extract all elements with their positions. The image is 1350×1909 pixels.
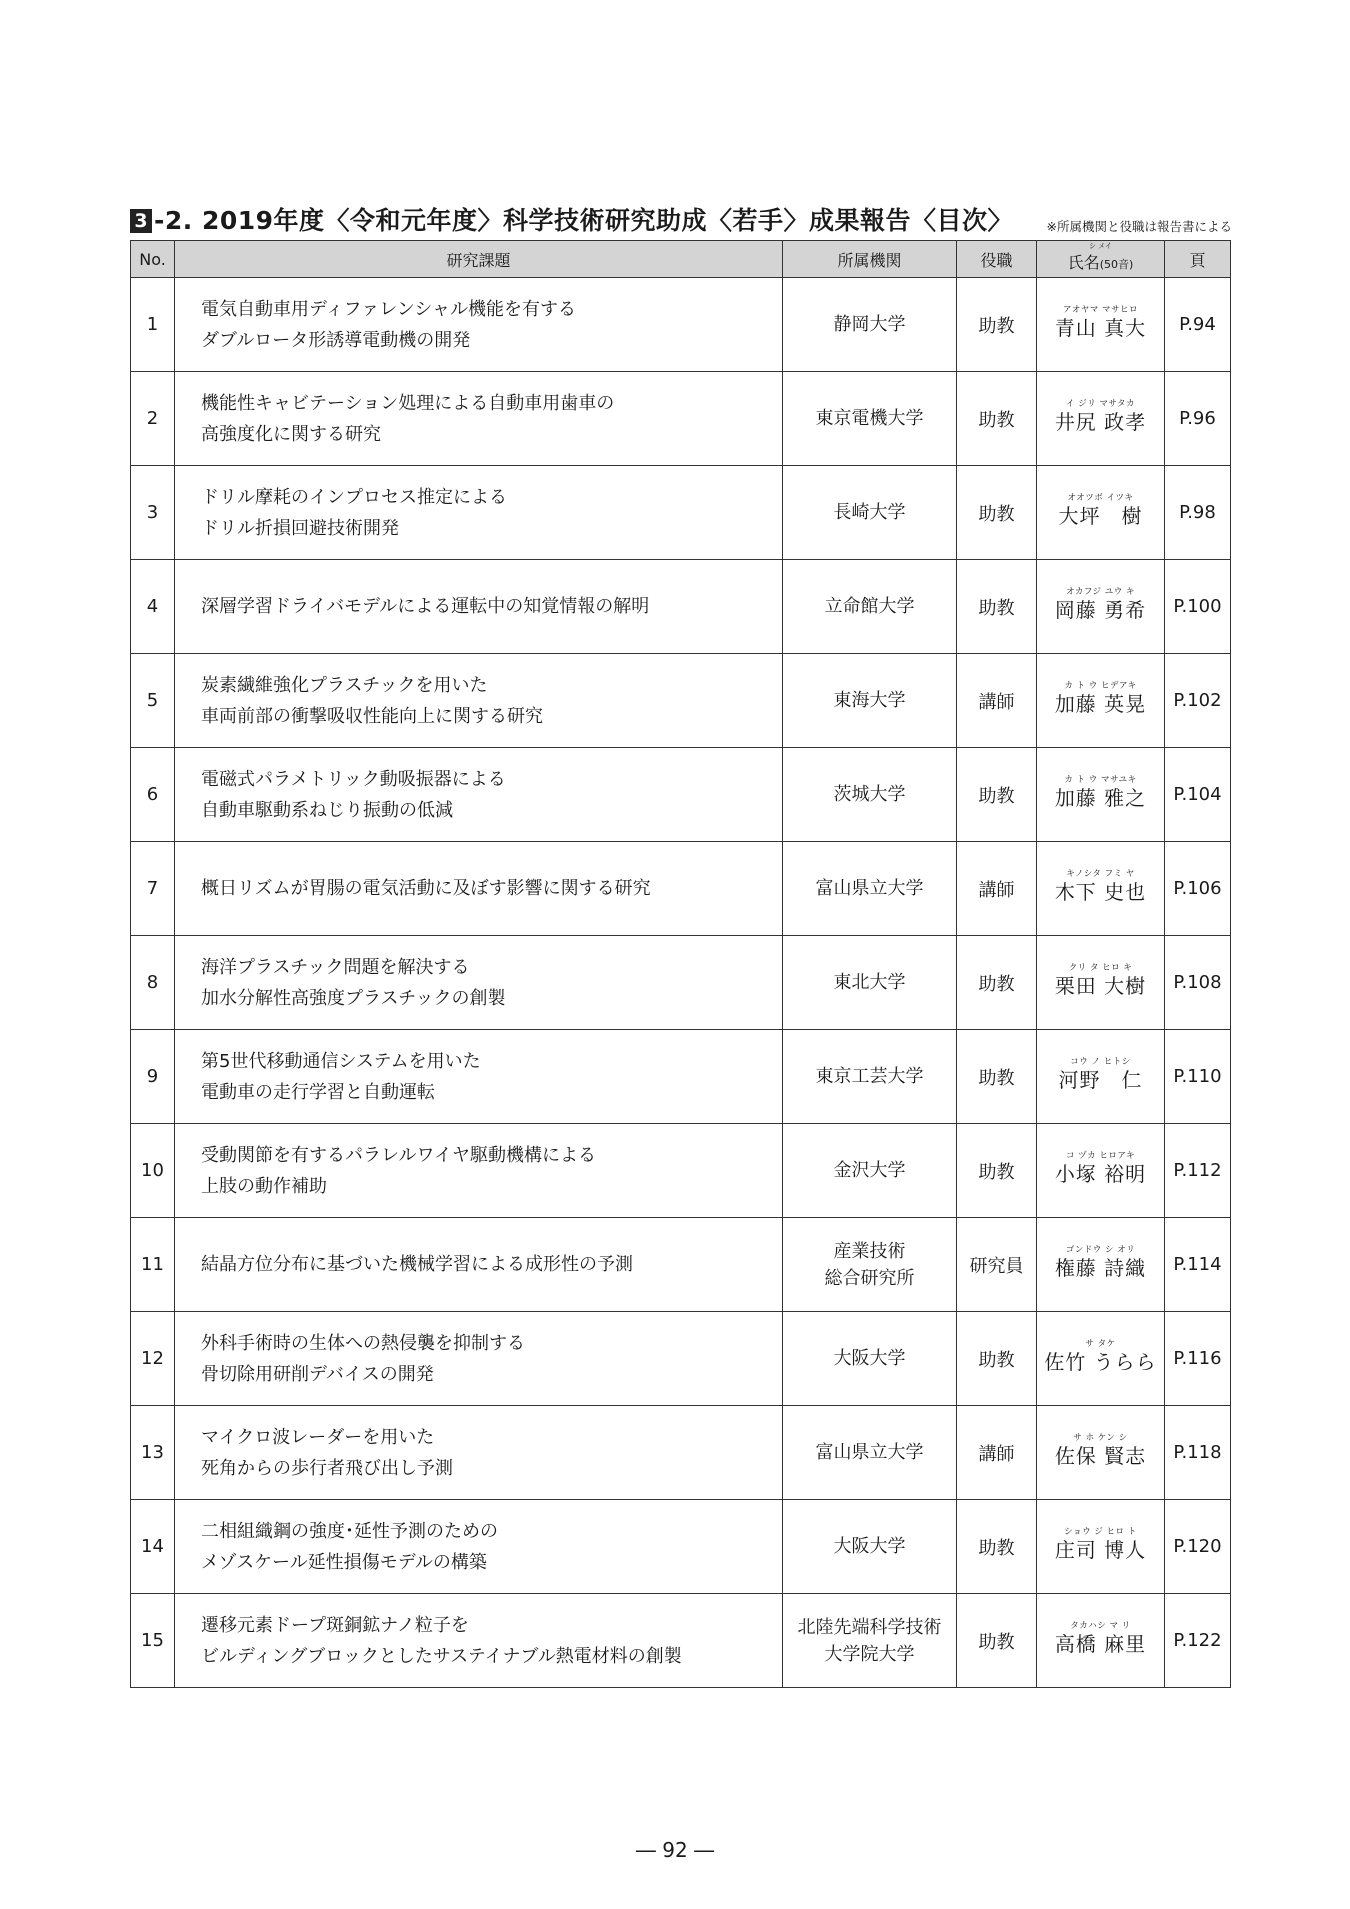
- page-reference: P.112: [1165, 1124, 1231, 1218]
- name-ruby: カ ト ウ マサユキ: [1064, 774, 1137, 785]
- table-row: [131, 748, 1231, 842]
- table-row: [131, 466, 1231, 560]
- institution: [783, 1500, 957, 1594]
- page-reference: P.96: [1165, 372, 1231, 466]
- page-reference: P.94: [1165, 278, 1231, 372]
- name-ruby: アオヤマ マサヒロ: [1062, 304, 1139, 315]
- research-topic: [175, 1500, 783, 1594]
- name-kanji: 加藤 英晃: [1054, 691, 1147, 716]
- position: 助教: [957, 1594, 1037, 1688]
- institution: [783, 842, 957, 936]
- topic-line-2: 加水分解性高強度プラスチックの創製: [201, 987, 506, 1009]
- header-institution: 所属機関: [783, 241, 957, 278]
- researcher-name: [1037, 1594, 1165, 1688]
- position: 助教: [957, 1312, 1037, 1406]
- institution: [783, 1030, 957, 1124]
- topic-line-1: 概日リズムが胃腸の電気活動に及ぼす影響に関する研究: [201, 878, 651, 899]
- name-kanji: 河野 仁: [1058, 1067, 1143, 1092]
- research-topic: [175, 372, 783, 466]
- name-kanji: 小塚 裕明: [1054, 1161, 1147, 1186]
- row-number: 7: [131, 842, 175, 936]
- page-reference: P.122: [1165, 1594, 1231, 1688]
- researcher-name: [1037, 654, 1165, 748]
- position: 講師: [957, 654, 1037, 748]
- researcher-name: [1037, 372, 1165, 466]
- institution: [783, 1218, 957, 1312]
- position: 助教: [957, 1500, 1037, 1594]
- name-kanji: 岡藤 勇希: [1054, 597, 1147, 622]
- topic-line-1: 電磁式パラメトリック動吸振器による: [201, 768, 506, 790]
- researcher-name: [1037, 748, 1165, 842]
- page-reference: P.108: [1165, 936, 1231, 1030]
- researcher-name: [1037, 1218, 1165, 1312]
- page-reference: P.116: [1165, 1312, 1231, 1406]
- table-row: [131, 1500, 1231, 1594]
- row-number: 5: [131, 654, 175, 748]
- row-number: 10: [131, 1124, 175, 1218]
- research-topic: [175, 654, 783, 748]
- topic-line-1: 受動関節を有するパラレルワイヤ駆動機構による: [201, 1144, 597, 1166]
- research-topic: [175, 1406, 783, 1500]
- row-number: 1: [131, 278, 175, 372]
- research-topic: [175, 936, 783, 1030]
- table-row: [131, 1030, 1231, 1124]
- research-topic: [175, 748, 783, 842]
- name-ruby: イ ジリ マサタカ: [1066, 398, 1135, 409]
- topic-line-1: 炭素繊維強化プラスチックを用いた: [201, 674, 488, 696]
- header-page: 頁: [1165, 241, 1231, 278]
- institution-line-1: 茨城大学: [833, 784, 906, 805]
- name-ruby: オカフジ ユウ キ: [1066, 586, 1135, 597]
- section-header: [130, 205, 1230, 235]
- topic-line-2: 自動車駆動系ねじり振動の低減: [201, 799, 453, 821]
- table-row: [131, 936, 1231, 1030]
- institution-line-1: 富山県立大学: [815, 878, 924, 899]
- institution: [783, 1312, 957, 1406]
- institution-line-1: 東京電機大学: [815, 408, 924, 429]
- header-name-ruby: シ メイ: [1088, 241, 1113, 250]
- institution-line-1: 大阪大学: [833, 1536, 906, 1557]
- table-row: [131, 1594, 1231, 1688]
- name-ruby: オオツボ イツキ: [1067, 492, 1134, 503]
- position: 助教: [957, 278, 1037, 372]
- topic-line-1: ドリル摩耗のインプロセス推定による: [201, 486, 507, 508]
- table-row: [131, 560, 1231, 654]
- name-kanji: 井尻 政孝: [1054, 409, 1147, 434]
- name-ruby: キノシタ フミ ヤ: [1066, 868, 1135, 879]
- position: 助教: [957, 560, 1037, 654]
- topic-line-2: 高強度化に関する研究: [201, 423, 381, 445]
- name-ruby: ショウ ジ ヒロ ト: [1064, 1526, 1137, 1537]
- institution-line-2: 大学院大学: [824, 1643, 915, 1665]
- researcher-name: [1037, 278, 1165, 372]
- row-number: 12: [131, 1312, 175, 1406]
- researcher-name: [1037, 842, 1165, 936]
- name-kanji: 佐保 賢志: [1054, 1443, 1147, 1468]
- name-ruby: タカハシ マ リ: [1070, 1620, 1131, 1631]
- position: 講師: [957, 1406, 1037, 1500]
- page-reference: P.104: [1165, 748, 1231, 842]
- name-kanji: 木下 史也: [1054, 879, 1147, 904]
- institution: [783, 654, 957, 748]
- page-reference: P.98: [1165, 466, 1231, 560]
- table-row: [131, 278, 1231, 372]
- header-name-note: (50音): [1099, 257, 1134, 271]
- page-title: -2. 2019年度〈令和元年度〉科学技術研究助成〈若手〉成果報告〈目次〉: [154, 206, 1014, 235]
- topic-line-2: 車両前部の衝撃吸収性能向上に関する研究: [201, 705, 543, 727]
- row-number: 8: [131, 936, 175, 1030]
- position: 講師: [957, 842, 1037, 936]
- research-topic: [175, 1312, 783, 1406]
- header-position: 役職: [957, 241, 1037, 278]
- name-ruby: クリ タ ヒロ キ: [1068, 962, 1133, 973]
- row-number: 9: [131, 1030, 175, 1124]
- contents-table: [130, 240, 1231, 1688]
- topic-line-1: 結晶方位分布に基づいた機械学習による成形性の予測: [201, 1254, 633, 1275]
- page-reference: P.110: [1165, 1030, 1231, 1124]
- name-kanji: 高橋 麻里: [1054, 1631, 1147, 1656]
- institution: [783, 466, 957, 560]
- position: 助教: [957, 466, 1037, 560]
- research-topic: [175, 466, 783, 560]
- topic-line-1: 遷移元素ドープ斑銅鉱ナノ粒子を: [201, 1614, 469, 1636]
- name-ruby: サ タケ: [1085, 1338, 1116, 1349]
- topic-line-2: ダブルロータ形誘導電動機の開発: [201, 329, 471, 351]
- topic-line-2: 上肢の動作補助: [201, 1175, 327, 1197]
- research-topic: [175, 1218, 783, 1312]
- page-reference: P.100: [1165, 560, 1231, 654]
- topic-line-1: 電気自動車用ディファレンシャル機能を有する: [201, 298, 576, 320]
- page-number: ― 92 ―: [635, 1838, 715, 1862]
- table-row: [131, 1312, 1231, 1406]
- topic-line-2: 死角からの歩行者飛び出し予測: [201, 1457, 453, 1479]
- topic-line-2: 骨切除用研削デバイスの開発: [201, 1363, 434, 1385]
- name-kanji: 青山 真大: [1054, 315, 1147, 340]
- row-number: 3: [131, 466, 175, 560]
- page-reference: P.114: [1165, 1218, 1231, 1312]
- research-topic: [175, 560, 783, 654]
- row-number: 13: [131, 1406, 175, 1500]
- institution-line-1: 大阪大学: [833, 1348, 906, 1369]
- institution-line-1: 東京工芸大学: [815, 1066, 924, 1087]
- page-reference: P.106: [1165, 842, 1231, 936]
- position: 助教: [957, 748, 1037, 842]
- header-no: No.: [131, 241, 175, 278]
- topic-line-1: 機能性キャビテーション処理による自動車用歯車の: [201, 392, 615, 414]
- row-number: 6: [131, 748, 175, 842]
- name-ruby: カ ト ウ ヒデアキ: [1064, 680, 1137, 691]
- research-topic: [175, 1124, 783, 1218]
- page-reference: P.102: [1165, 654, 1231, 748]
- topic-line-1: 第5世代移動通信システムを用いた: [201, 1050, 481, 1072]
- research-topic: [175, 1594, 783, 1688]
- topic-line-1: 外科手術時の生体への熱侵襲を抑制する: [201, 1332, 525, 1354]
- researcher-name: [1037, 1030, 1165, 1124]
- name-kanji: 佐竹 うらら: [1044, 1349, 1157, 1374]
- table-row: [131, 654, 1231, 748]
- name-ruby: サ ホ ケン シ: [1073, 1432, 1128, 1443]
- row-number: 2: [131, 372, 175, 466]
- institution: [783, 1124, 957, 1218]
- institution-line-1: 北陸先端科学技術: [797, 1616, 942, 1638]
- name-ruby: コウ ノ ヒトシ: [1070, 1056, 1131, 1067]
- position: 助教: [957, 936, 1037, 1030]
- header-name: [1037, 241, 1165, 278]
- research-topic: [175, 278, 783, 372]
- institution-line-1: 富山県立大学: [815, 1442, 924, 1463]
- name-kanji: 栗田 大樹: [1054, 973, 1147, 998]
- name-kanji: 大坪 樹: [1058, 503, 1143, 528]
- section-number-badge: 3: [130, 209, 152, 233]
- name-kanji: 権藤 詩織: [1054, 1255, 1147, 1280]
- name-kanji: 加藤 雅之: [1054, 785, 1147, 810]
- topic-line-2: ビルディングブロックとしたサステイナブル熱電材料の創製: [201, 1645, 682, 1667]
- institution-line-1: 産業技術: [833, 1240, 906, 1262]
- table-row: [131, 1406, 1231, 1500]
- researcher-name: [1037, 1500, 1165, 1594]
- topic-line-2: メゾスケール延性損傷モデルの構築: [201, 1551, 487, 1573]
- institution-line-2: 総合研究所: [824, 1267, 915, 1289]
- table-row: [131, 1124, 1231, 1218]
- researcher-name: [1037, 1406, 1165, 1500]
- institution-line-1: 金沢大学: [833, 1160, 906, 1181]
- table-row: [131, 372, 1231, 466]
- institution: [783, 1406, 957, 1500]
- page-reference: P.118: [1165, 1406, 1231, 1500]
- topic-line-1: 深層学習ドライバモデルによる運転中の知覚情報の解明: [201, 596, 650, 617]
- researcher-name: [1037, 560, 1165, 654]
- researcher-name: [1037, 1124, 1165, 1218]
- table-row: [131, 842, 1231, 936]
- row-number: 14: [131, 1500, 175, 1594]
- researcher-name: [1037, 1312, 1165, 1406]
- institution-line-1: 立命館大学: [824, 596, 915, 617]
- header-name-label: 氏名: [1067, 252, 1100, 272]
- row-number: 11: [131, 1218, 175, 1312]
- topic-line-1: 二相組織鋼の強度･延性予測のための: [201, 1520, 498, 1542]
- institution: [783, 278, 957, 372]
- research-topic: [175, 842, 783, 936]
- topic-line-1: 海洋プラスチック問題を解決する: [201, 956, 470, 978]
- research-topic: [175, 1030, 783, 1124]
- header-topic: 研究課題: [175, 241, 783, 278]
- position: 研究員: [957, 1218, 1037, 1312]
- researcher-name: [1037, 936, 1165, 1030]
- institution: [783, 936, 957, 1030]
- topic-line-1: マイクロ波レーダーを用いた: [201, 1426, 435, 1448]
- institution: [783, 1594, 957, 1688]
- name-ruby: ゴンドウ シ オリ: [1065, 1244, 1136, 1255]
- topic-line-2: 電動車の走行学習と自動運転: [201, 1081, 435, 1103]
- institution: [783, 372, 957, 466]
- name-kanji: 庄司 博人: [1054, 1537, 1147, 1562]
- row-number: 4: [131, 560, 175, 654]
- table-row: [131, 1218, 1231, 1312]
- note-text: ※所属機関と役職は報告書による: [1046, 219, 1232, 234]
- position: 助教: [957, 1124, 1037, 1218]
- table-header-row: [131, 241, 1231, 278]
- institution-line-1: 東海大学: [833, 690, 906, 711]
- institution-line-1: 長崎大学: [833, 502, 906, 523]
- institution-line-1: 東北大学: [833, 972, 906, 993]
- row-number: 15: [131, 1594, 175, 1688]
- institution-line-1: 静岡大学: [833, 314, 906, 335]
- page-reference: P.120: [1165, 1500, 1231, 1594]
- researcher-name: [1037, 466, 1165, 560]
- position: 助教: [957, 1030, 1037, 1124]
- institution: [783, 560, 957, 654]
- name-ruby: コ ヅカ ヒロアキ: [1065, 1150, 1136, 1161]
- institution: [783, 748, 957, 842]
- topic-line-2: ドリル折損回避技術開発: [201, 517, 399, 539]
- position: 助教: [957, 372, 1037, 466]
